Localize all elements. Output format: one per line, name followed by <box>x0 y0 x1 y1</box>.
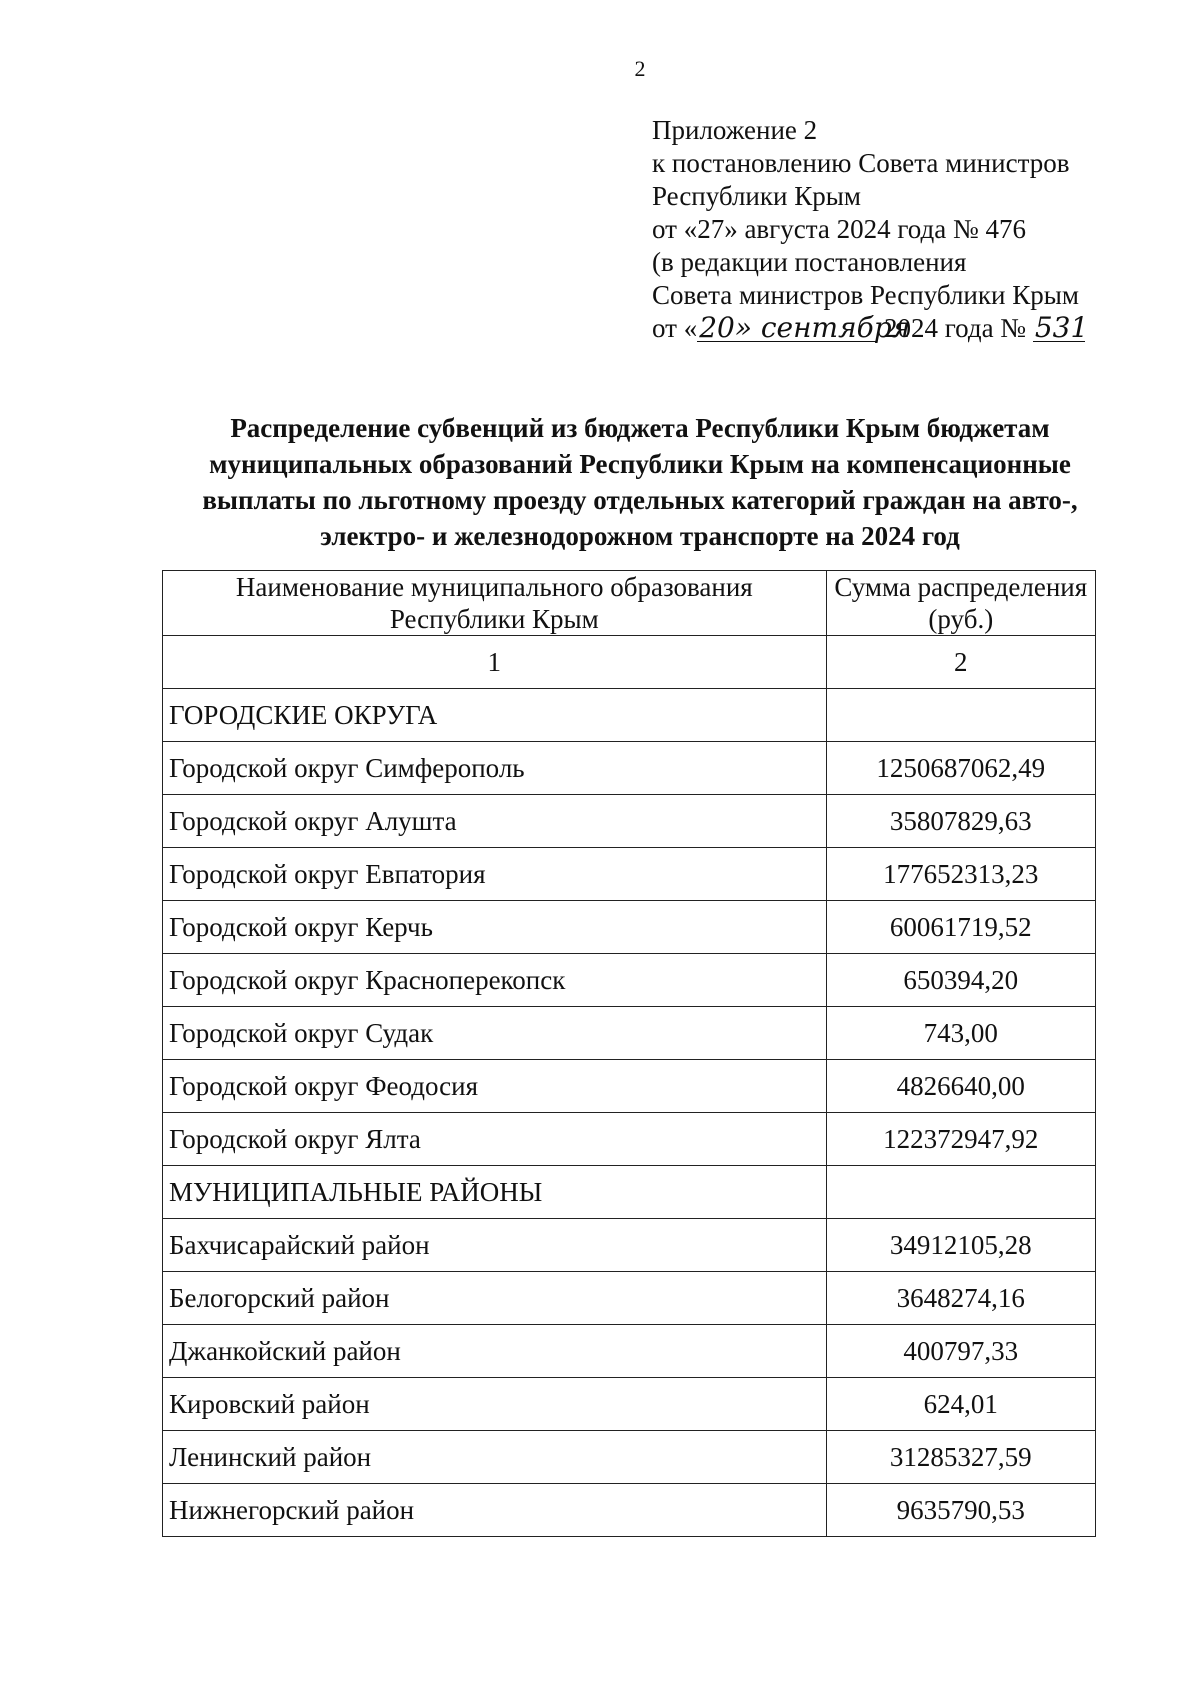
handwritten-number: 531 <box>1034 311 1089 344</box>
appendix-line-7-mid: 2024 года № <box>877 313 1033 343</box>
section-sum-empty <box>826 1166 1095 1219</box>
header-sum-cell: Сумма распределения (руб.) <box>826 571 1095 636</box>
row-name: Городской округ Евпатория <box>163 848 827 901</box>
table-row <box>163 1113 1096 1166</box>
row-sum: 177652313,23 <box>826 848 1095 901</box>
table-row <box>163 1484 1096 1537</box>
row-sum: 35807829,63 <box>826 795 1095 848</box>
table-header-row <box>163 571 1096 636</box>
table-row <box>163 1431 1096 1484</box>
row-sum: 60061719,52 <box>826 901 1095 954</box>
distribution-table <box>162 570 1096 1537</box>
table-row <box>163 1060 1096 1113</box>
table-row <box>163 1219 1096 1272</box>
handwritten-date: 20» сентября <box>699 311 911 344</box>
document-title: Распределение субвенций из бюджета Республики Крым бюджетам муниципальных образований Республики Крым на компенсационные выплаты по льготному проезду отдельных категорий граждан на авто-, электро- и железнодорожном транспорте на 2024 год <box>202 413 1078 551</box>
row-name: Джанкойский район <box>163 1325 827 1378</box>
section-title-urban: ГОРОДСКИЕ ОКРУГА <box>163 689 827 742</box>
row-name: Городской округ Судак <box>163 1007 827 1060</box>
row-name: Городской округ Симферополь <box>163 742 827 795</box>
row-name: Нижнегорский район <box>163 1484 827 1537</box>
appendix-line-1: Приложение 2 <box>652 115 818 145</box>
table-row <box>163 901 1096 954</box>
appendix-line-6: Совета министров Республики Крым <box>652 280 1079 310</box>
table-row <box>163 1325 1096 1378</box>
index-cell-2: 2 <box>826 636 1095 689</box>
row-name: Кировский район <box>163 1378 827 1431</box>
table-row <box>163 742 1096 795</box>
table-row <box>163 1378 1096 1431</box>
row-sum: 400797,33 <box>826 1325 1095 1378</box>
appendix-line-2: к постановлению Совета министров <box>652 148 1070 178</box>
table-row <box>163 1007 1096 1060</box>
row-sum: 9635790,53 <box>826 1484 1095 1537</box>
row-sum: 3648274,16 <box>826 1272 1095 1325</box>
appendix-line-7 <box>652 311 1089 345</box>
row-name: Городской округ Алушта <box>163 795 827 848</box>
row-sum: 1250687062,49 <box>826 742 1095 795</box>
appendix-line-5: (в редакции постановления <box>652 247 967 277</box>
row-sum: 624,01 <box>826 1378 1095 1431</box>
row-name: Городской округ Керчь <box>163 901 827 954</box>
appendix-line-4: от «27» августа 2024 года № 476 <box>652 214 1026 244</box>
row-name: Белогорский район <box>163 1272 827 1325</box>
appendix-block <box>652 114 1089 345</box>
row-name: Бахчисарайский район <box>163 1219 827 1272</box>
section-row-urban <box>163 689 1096 742</box>
row-sum: 743,00 <box>826 1007 1095 1060</box>
row-name: Городской округ Красноперекопск <box>163 954 827 1007</box>
table-row <box>163 1272 1096 1325</box>
table-index-row <box>163 636 1096 689</box>
appendix-line-7-prefix: от « <box>652 313 698 343</box>
row-sum: 34912105,28 <box>826 1219 1095 1272</box>
section-sum-empty <box>826 689 1095 742</box>
row-sum: 122372947,92 <box>826 1113 1095 1166</box>
table-row <box>163 848 1096 901</box>
row-sum: 4826640,00 <box>826 1060 1095 1113</box>
table-row <box>163 954 1096 1007</box>
appendix-line-3: Республики Крым <box>652 181 861 211</box>
row-name: Ленинский район <box>163 1431 827 1484</box>
index-cell-1: 1 <box>163 636 827 689</box>
row-name: Городской округ Феодосия <box>163 1060 827 1113</box>
row-sum: 31285327,59 <box>826 1431 1095 1484</box>
section-row-districts <box>163 1166 1096 1219</box>
row-sum: 650394,20 <box>826 954 1095 1007</box>
table-row <box>163 795 1096 848</box>
header-name-cell: Наименование муниципального образования Республики Крым <box>163 571 827 636</box>
section-title-districts: МУНИЦИПАЛЬНЫЕ РАЙОНЫ <box>163 1166 827 1219</box>
page-number: 2 <box>634 56 646 81</box>
row-name: Городской округ Ялта <box>163 1113 827 1166</box>
